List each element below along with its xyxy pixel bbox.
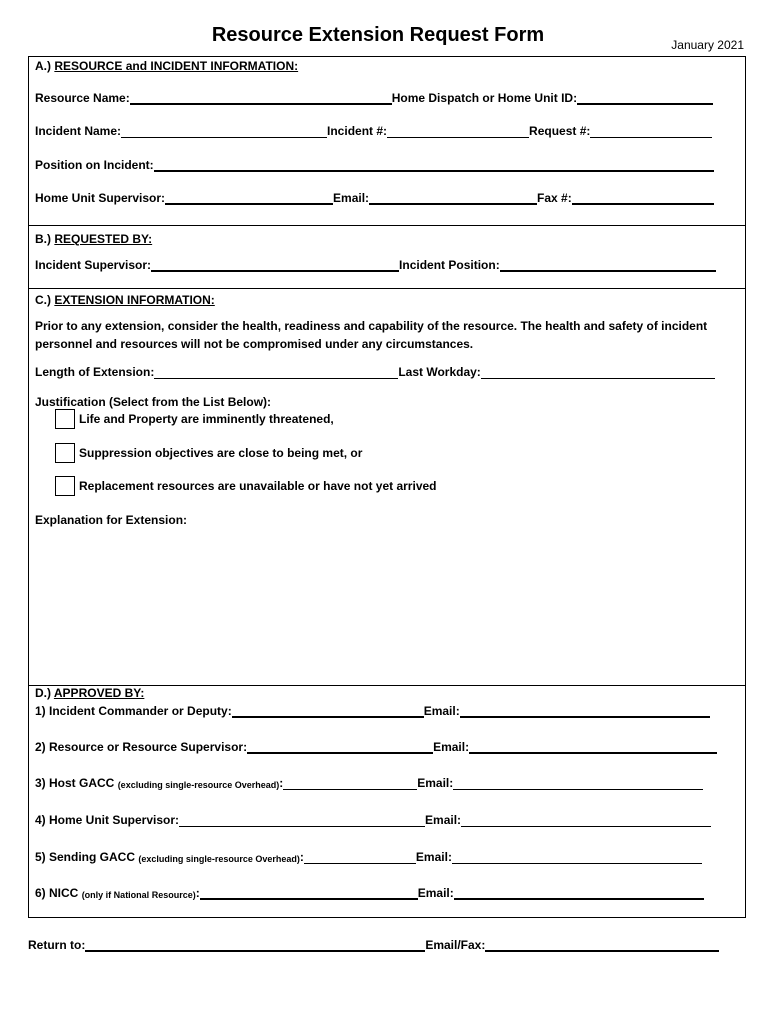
incident-supervisor-field[interactable] — [151, 258, 399, 272]
approver-3-field[interactable] — [283, 776, 417, 790]
life-property-checkbox[interactable] — [55, 409, 75, 429]
resource-name-label: Resource Name: — [35, 91, 130, 105]
incident-number-field[interactable] — [387, 124, 529, 138]
suppression-checkbox[interactable] — [55, 443, 75, 463]
email-label: Email: — [333, 191, 370, 205]
section-a-header: A.) RESOURCE and INCIDENT INFORMATION: — [35, 59, 299, 73]
section-c-header: C.) EXTENSION INFORMATION: — [35, 293, 215, 307]
approver-1-field[interactable] — [232, 704, 424, 718]
incident-supervisor-label: Incident Supervisor: — [35, 258, 152, 272]
row-resource-name — [35, 91, 713, 105]
section-requested-by — [29, 226, 745, 289]
request-number-field[interactable] — [590, 124, 712, 138]
row-position — [35, 158, 714, 172]
return-row — [28, 938, 719, 952]
explanation-label: Explanation for Extension: — [35, 513, 188, 527]
approver-2-email-field[interactable] — [469, 740, 717, 754]
approver-4-email-label: Email: — [425, 813, 462, 827]
approver-5-label: 5) Sending GACC — [35, 850, 136, 864]
approver-6-email-field[interactable] — [454, 886, 704, 900]
approver-3-label: 3) Host GACC — [35, 776, 115, 790]
approver-1-email-label: Email: — [423, 704, 460, 718]
approver-6-email-label: Email: — [417, 886, 454, 900]
approver-3-note: (excluding single-resource Overhead) — [117, 780, 280, 790]
approver-2-email-label: Email: — [433, 740, 470, 754]
approver-6-field[interactable] — [200, 886, 418, 900]
section-approved-by — [29, 686, 745, 917]
home-unit-supervisor-label: Home Unit Supervisor: — [35, 191, 166, 205]
fax-field[interactable] — [572, 191, 714, 205]
approver-4-label: 4) Home Unit Supervisor: — [35, 813, 180, 827]
home-unit-supervisor-field[interactable] — [165, 191, 333, 205]
approver-5-email-field[interactable] — [452, 850, 702, 864]
form-container — [28, 56, 746, 918]
position-label: Position on Incident: — [35, 158, 154, 172]
section-d-heading: APPROVED BY: — [53, 686, 145, 700]
health-safety-paragraph: Prior to any extension, consider the health, readiness and capability of the resource. The health and safety of incident personnel and resources will not be compromised under any circumstances. — [35, 319, 708, 351]
home-dispatch-field[interactable] — [577, 91, 713, 105]
resource-name-field[interactable] — [130, 91, 392, 105]
approver-1-email-field[interactable] — [460, 704, 710, 718]
life-property-label: Life and Property are imminently threatened, — [79, 412, 334, 426]
justification-option-3 — [55, 476, 437, 496]
email-fax-label: Email/Fax: — [425, 938, 486, 952]
justification-label: Justification (Select from the List Below): — [35, 395, 272, 409]
row-length-of-extension — [35, 365, 715, 379]
approver-row-2 — [35, 740, 717, 754]
approver-row-5: 5) Sending GACC (excluding single-resource Overhead) : Email: — [35, 850, 702, 864]
approver-6-note: (only if National Resource) — [81, 890, 196, 900]
form-date: January 2021 — [671, 38, 744, 52]
incident-position-label: Incident Position: — [399, 258, 500, 272]
approver-row-1 — [35, 704, 710, 718]
incident-name-label: Incident Name: — [35, 124, 122, 138]
section-d-header: D.) APPROVED BY: — [35, 686, 145, 700]
position-field[interactable] — [154, 158, 714, 172]
approver-6-label: 6) NICC — [35, 886, 79, 900]
length-field[interactable] — [154, 365, 398, 379]
section-c-heading: EXTENSION INFORMATION: — [54, 293, 215, 307]
section-b-header: B.) REQUESTED BY: — [35, 232, 153, 246]
approver-5-field[interactable] — [304, 850, 416, 864]
row-incident-name — [35, 124, 712, 138]
last-workday-field[interactable] — [481, 365, 715, 379]
approver-3-email-field[interactable] — [453, 776, 703, 790]
return-to-label: Return to: — [28, 938, 86, 952]
justification-option-2 — [55, 443, 362, 463]
approver-4-field[interactable] — [179, 813, 425, 827]
section-a-heading: RESOURCE and INCIDENT INFORMATION: — [54, 59, 299, 73]
home-dispatch-label: Home Dispatch or Home Unit ID: — [391, 91, 578, 105]
section-resource-incident — [29, 57, 745, 226]
email-fax-field[interactable] — [485, 938, 719, 952]
explanation-area[interactable] — [35, 533, 735, 673]
approver-row-6: 6) NICC (only if National Resource) : Email: — [35, 886, 704, 900]
request-number-label: Request #: — [529, 124, 591, 138]
replacement-checkbox[interactable] — [55, 476, 75, 496]
row-incident-supervisor — [35, 258, 716, 272]
approver-5-email-label: Email: — [415, 850, 452, 864]
email-field[interactable] — [369, 191, 537, 205]
incident-name-field[interactable] — [121, 124, 327, 138]
length-label: Length of Extension: — [35, 365, 155, 379]
justification-option-1 — [55, 409, 334, 429]
approver-2-field[interactable] — [247, 740, 433, 754]
section-b-heading: REQUESTED BY: — [54, 232, 153, 246]
return-to-field[interactable] — [85, 938, 425, 952]
approver-3-email-label: Email: — [417, 776, 454, 790]
approver-5-note: (excluding single-resource Overhead) — [138, 854, 300, 864]
replacement-label: Replacement resources are unavailable or have not yet arrived — [79, 479, 437, 493]
form-title: Resource Extension Request Form — [211, 24, 545, 46]
section-extension-info — [29, 289, 745, 686]
fax-label: Fax #: — [537, 191, 572, 205]
approver-row-3: 3) Host GACC (excluding single-resource Overhead) : Email: — [35, 776, 703, 790]
suppression-label: Suppression objectives are close to being met, or — [79, 446, 363, 460]
incident-number-label: Incident #: — [327, 124, 388, 138]
incident-position-field[interactable] — [500, 258, 716, 272]
approver-1-label: 1) Incident Commander or Deputy: — [35, 704, 232, 718]
last-workday-label: Last Workday: — [398, 365, 481, 379]
row-home-unit — [35, 191, 714, 205]
approver-row-4 — [35, 813, 711, 827]
approver-2-label: 2) Resource or Resource Supervisor: — [35, 740, 248, 754]
approver-4-email-field[interactable] — [461, 813, 711, 827]
